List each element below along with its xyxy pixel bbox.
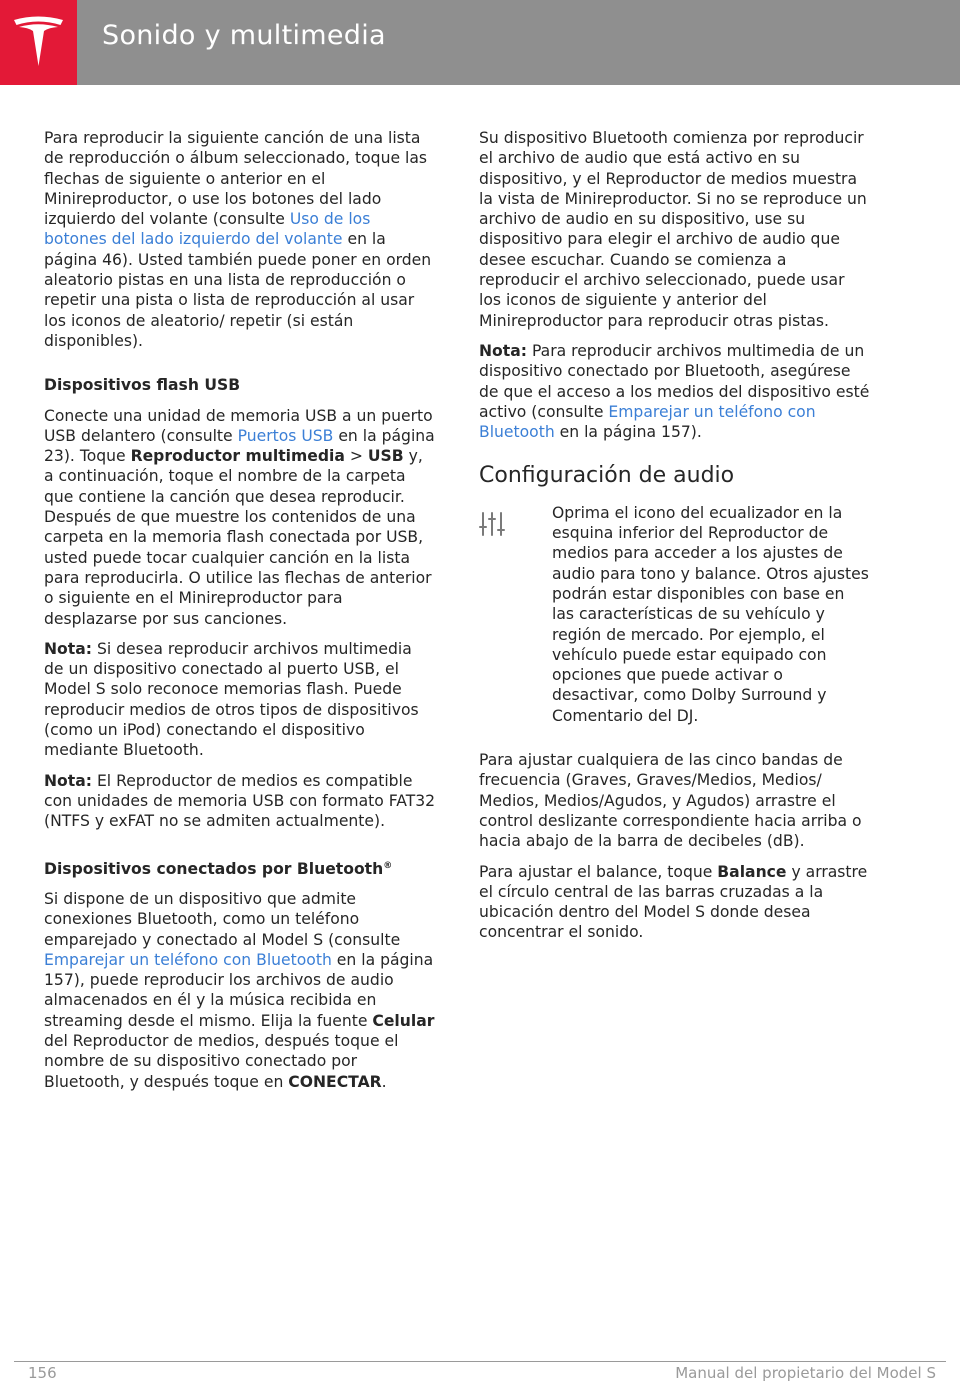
- frequency-bands-paragraph: Para ajustar cualquiera de las cinco bandas de frecuencia (Graves, Graves/Medios, Medios/ Medios, Medios/Agudos, y Agudos) arrastre el control deslizante correspondiente hacia arriba o hacia abajo de la barra de decibeles (dB).: [479, 751, 862, 851]
- bluetooth-heading: [44, 856, 436, 879]
- text-span: Para reproducir la siguiente canción de una lista de reproducción o álbum seleccionado, toque las flechas de siguiente o anterior en el Minireproductor, o use los botones del lado izquierdo del volante (consulte: [44, 129, 428, 229]
- page-number: 156: [28, 1364, 57, 1382]
- bold-span: Reproductor multimedia: [130, 447, 345, 466]
- bluetooth-playback-paragraph: Su dispositivo Bluetooth comienza por reproducir el archivo de audio que está activo en su dispositivo, y el Reproductor de medios muestra la vista de Minireproductor. Si no se reproduce un archivo de audio en su dispositivo, use su dispositivo para elegir el archivo de audio que desee escuchar. Cuando se comienza a reproducir el archivo seleccionado, puede usar los iconos de siguiente y anterior del Minireproductor para reproducir otras pistas.: [479, 129, 867, 330]
- note-label: Nota:: [44, 639, 92, 658]
- usb-paragraph: [44, 406, 436, 629]
- note-text: Si desea reproducir archivos multimedia de un dispositivo conectado al puerto USB, el Model S solo reconoce memorias flash. Puede reproducir medios de otros tipos de dispositivos (como un iPod) conectando el dispositivo mediante Bluetooth.: [44, 639, 419, 760]
- bold-span: Celular: [372, 1011, 435, 1030]
- link-pair-bluetooth-2[interactable]: Emparejar un teléfono con Bluetooth: [479, 402, 816, 442]
- bluetooth-paragraph: [44, 889, 436, 1092]
- text-span: Si dispone de un dispositivo que admite conexiones Bluetooth, como un teléfono emparejado y conectado al Model S (consulte: [44, 889, 401, 949]
- note-label: Nota:: [44, 771, 92, 790]
- note-fat32: [44, 771, 436, 832]
- text-span: >: [344, 447, 368, 466]
- tesla-logo: [0, 0, 77, 85]
- right-column: [479, 128, 871, 953]
- link-usb-ports[interactable]: Puertos USB: [237, 426, 334, 445]
- note-label: Nota:: [479, 341, 527, 360]
- shuffle-paragraph: [44, 128, 436, 351]
- heading-text: Dispositivos conectados por Bluetooth: [44, 859, 384, 878]
- text-span: y arrastre el círculo central de las barras cruzadas a la ubicación dentro del Model S donde desea concentrar el sonido.: [479, 862, 868, 942]
- link-steering-buttons[interactable]: Uso de los botones del lado izquierdo del volante: [44, 210, 371, 249]
- note-text: en la página 157).: [554, 423, 702, 442]
- bold-span: Balance: [717, 862, 787, 881]
- text-span: del Reproductor de medios, después toque el nombre de su dispositivo conectado por Bluetooth, y después toque en: [44, 1032, 399, 1091]
- bold-span: CONECTAR: [288, 1072, 382, 1091]
- page-header: [0, 0, 960, 85]
- note-bluetooth-media: [479, 341, 871, 442]
- link-pair-bluetooth[interactable]: Emparejar un teléfono con Bluetooth: [44, 950, 332, 969]
- text-span: Para ajustar el balance, toque: [479, 862, 718, 881]
- audio-settings-heading: Configuración de audio: [479, 463, 735, 489]
- equalizer-icon: [479, 503, 552, 542]
- note-usb-flash: [44, 639, 436, 761]
- note-text: El Reproductor de medios es compatible con unidades de memoria USB con formato FAT32 (NTFS y exFAT no se admiten actualmente).: [44, 771, 436, 831]
- text-span: en la página 157), puede reproducir los archivos de audio almacenados en él y la música recibida en streaming desde el mismo. Elija la fuente: [44, 950, 434, 1030]
- text-span: en la página 23). Toque: [44, 426, 435, 466]
- footer-title: Manual del propietario del Model S: [675, 1364, 936, 1382]
- left-column: [44, 128, 436, 1102]
- bold-span: USB: [367, 447, 404, 466]
- note-text: Para reproducir archivos multimedia de un dispositivo conectado por Bluetooth, asegúrese de que el acceso a los medios del dispositivo esté activo (consulte: [479, 341, 870, 421]
- tesla-logo-icon: [12, 14, 65, 70]
- footer-divider: [14, 1361, 946, 1362]
- equalizer-description: Oprima el icono del ecualizador en la esquina inferior del Reproductor de medios para acceder a los ajustes de audio para tono y balance. Otros ajustes podrán estar disponibles con base en las características de su vehículo y región de mercado. Por ejemplo, el vehículo puede estar equipado con opciones que puede activar o desactivar, como Dolby Surround y Comentario del DJ.: [552, 503, 869, 725]
- text-span: .: [381, 1072, 387, 1091]
- page-title: Sonido y multimedia: [102, 20, 386, 51]
- usb-heading: Dispositivos flash USB: [44, 376, 241, 395]
- equalizer-row: [479, 503, 871, 726]
- text-span: y, a continuación, toque el nombre de la carpeta que contiene la canción que desea reproducir. Después de que muestre los contenidos de una carpeta en la memoria flash conectada por USB, usted puede tocar cualquier canción en la lista para reproducirla. O utilice las flechas de anterior o siguiente en el Minireproductor para desplazarse por sus canciones.: [44, 447, 432, 628]
- text-span: Conecte una unidad de memoria USB a un puerto USB delantero (consulte: [44, 406, 433, 445]
- text-span: en la página 46). Usted también puede poner en orden aleatorio pistas en una lista de reproducción o repetir una pista o lista de reproducción al usar los iconos de aleatorio/ repetir (si están disponibles).: [44, 230, 432, 350]
- registered-mark: ®: [383, 860, 393, 871]
- balance-paragraph: [479, 862, 871, 943]
